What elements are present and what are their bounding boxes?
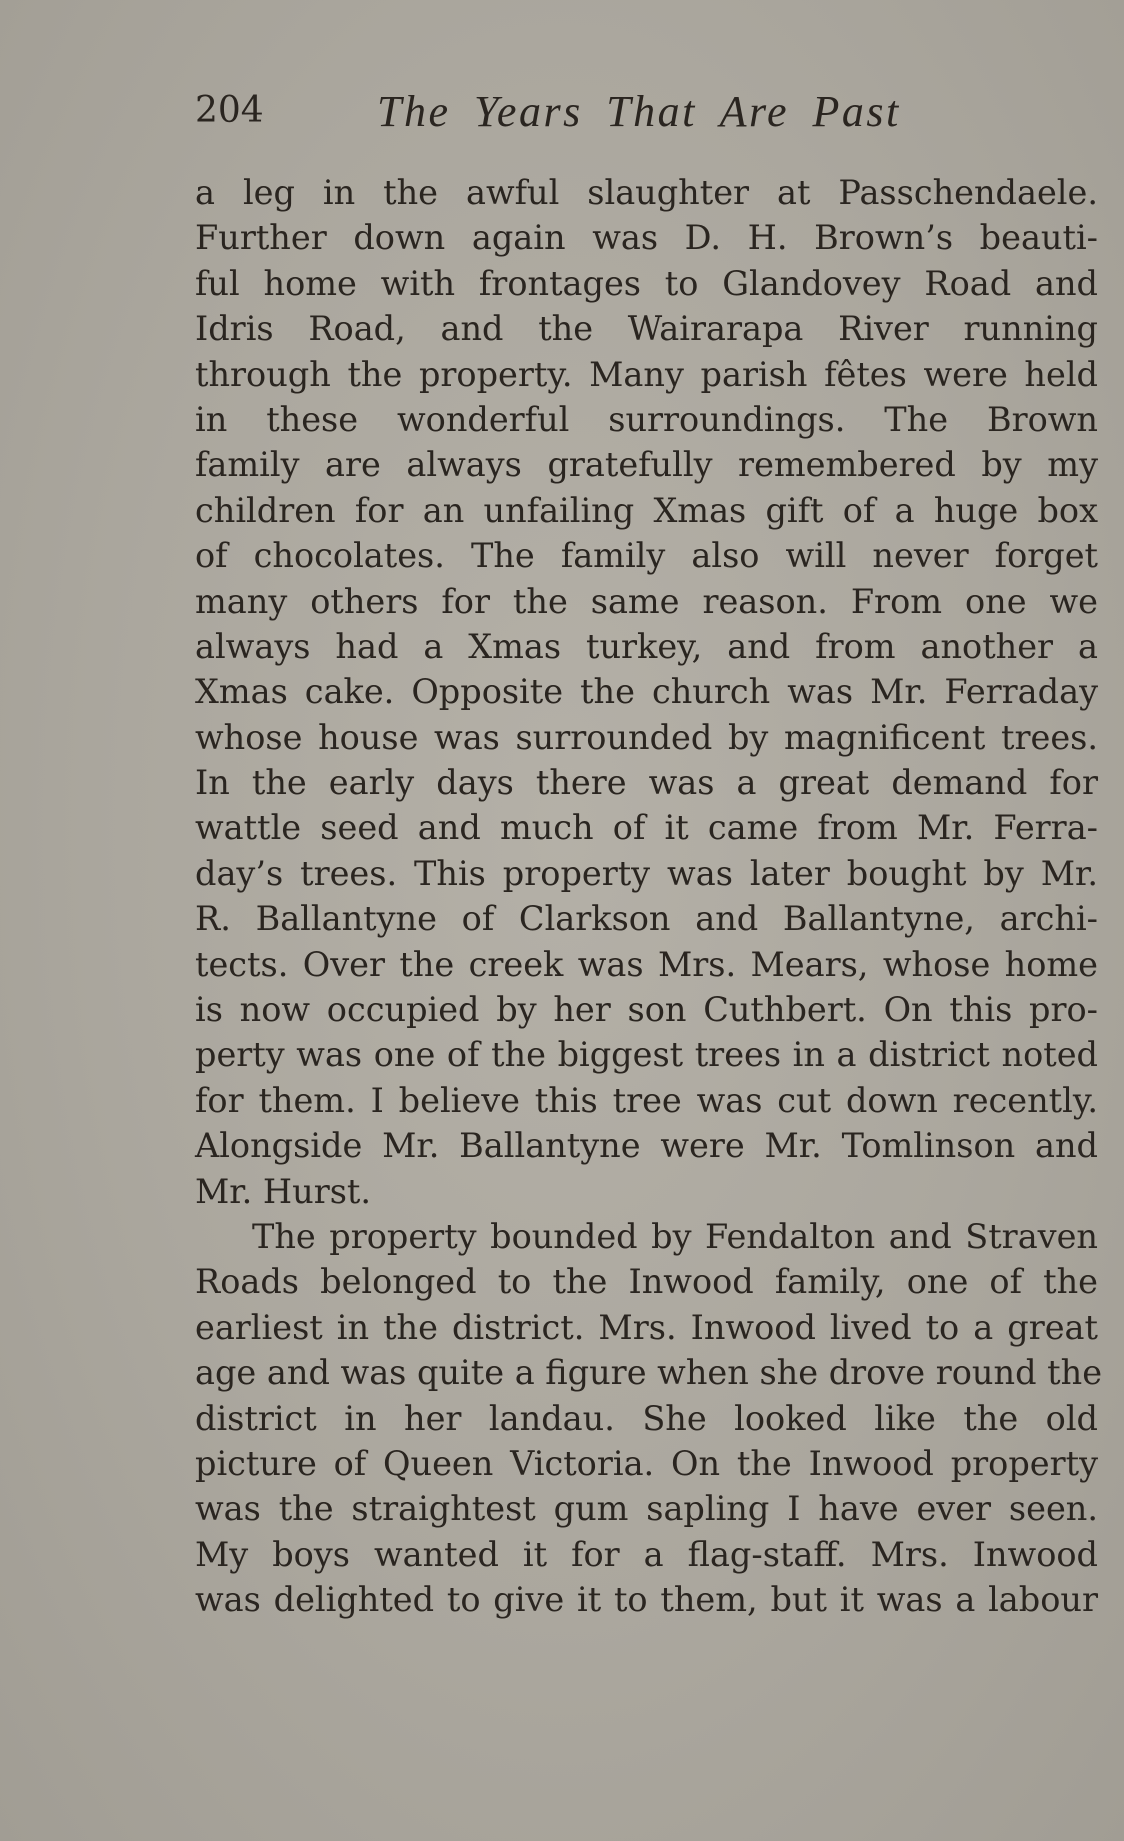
text-line: a leg in the awful slaughter at Passchendaele. <box>195 173 1098 212</box>
text-line: through the property. Many parish fêtes were held <box>195 354 1098 394</box>
running-title: The Years That Are Past <box>377 87 901 136</box>
text-line: day’s trees. This property was later bought by Mr. <box>195 853 1098 893</box>
text-line: tects. Over the creek was Mrs. Mears, whose home <box>195 944 1098 984</box>
text-line: always had a Xmas turkey, and from another a <box>195 626 1098 666</box>
text-line: is now occupied by her son Cuthbert. On this pro- <box>195 990 1098 1030</box>
page-number: 204 <box>195 90 264 131</box>
text-line: children for an unfailing Xmas gift of a huge box <box>195 490 1098 530</box>
text-line: age and was quite a figure when she drove round the <box>195 1353 1103 1393</box>
text-line: district in her landau. She looked like the old <box>195 1398 1098 1438</box>
text-line: in these wonderful surroundings. The Brown <box>195 399 1098 439</box>
text-line: Further down again was D. H. Brown’s beauti- <box>195 218 1098 258</box>
text-line: In the early days there was a great demand for <box>195 763 1098 803</box>
text-line: wattle seed and much of it came from Mr. Ferra- <box>195 808 1098 848</box>
text-line: family are always gratefully remembered by my <box>195 445 1098 485</box>
text-line: Roads belonged to the Inwood family, one of the <box>195 1262 1098 1302</box>
page-header <box>195 82 1100 142</box>
text-line: R. Ballantyne of Clarkson and Ballantyne, archi- <box>195 899 1098 939</box>
text-line: perty was one of the biggest trees in a district noted <box>195 1035 1098 1075</box>
text-line: The property bounded by Fendalton and Straven <box>252 1216 1098 1256</box>
text-line: Xmas cake. Opposite the church was Mr. Ferraday <box>195 672 1098 712</box>
text-line: was delighted to give it to them, but it was a labour <box>195 1580 1098 1620</box>
text-line: many others for the same reason. From one we <box>195 581 1098 621</box>
text-line: ful home with frontages to Glandovey Road and <box>195 263 1098 303</box>
text-line: was the straightest gum sapling I have ever seen. <box>195 1489 1098 1529</box>
text-line: for them. I believe this tree was cut down recently. <box>195 1080 1098 1120</box>
body-text <box>195 170 1103 1623</box>
text-line: of chocolates. The family also will never forget <box>195 536 1098 576</box>
text-line: picture of Queen Victoria. On the Inwood property <box>195 1443 1098 1483</box>
text-line: My boys wanted it for a flag-staff. Mrs. Inwood <box>195 1534 1098 1574</box>
text-line: whose house was surrounded by magnificent trees. <box>195 717 1098 757</box>
text-line: earliest in the district. Mrs. Inwood lived to a great <box>195 1307 1098 1347</box>
text-line: Alongside Mr. Ballantyne were Mr. Tomlinson and <box>195 1126 1098 1166</box>
text-line: Mr. Hurst. <box>195 1171 372 1211</box>
text-line: Idris Road, and the Wairarapa River running <box>195 309 1098 349</box>
